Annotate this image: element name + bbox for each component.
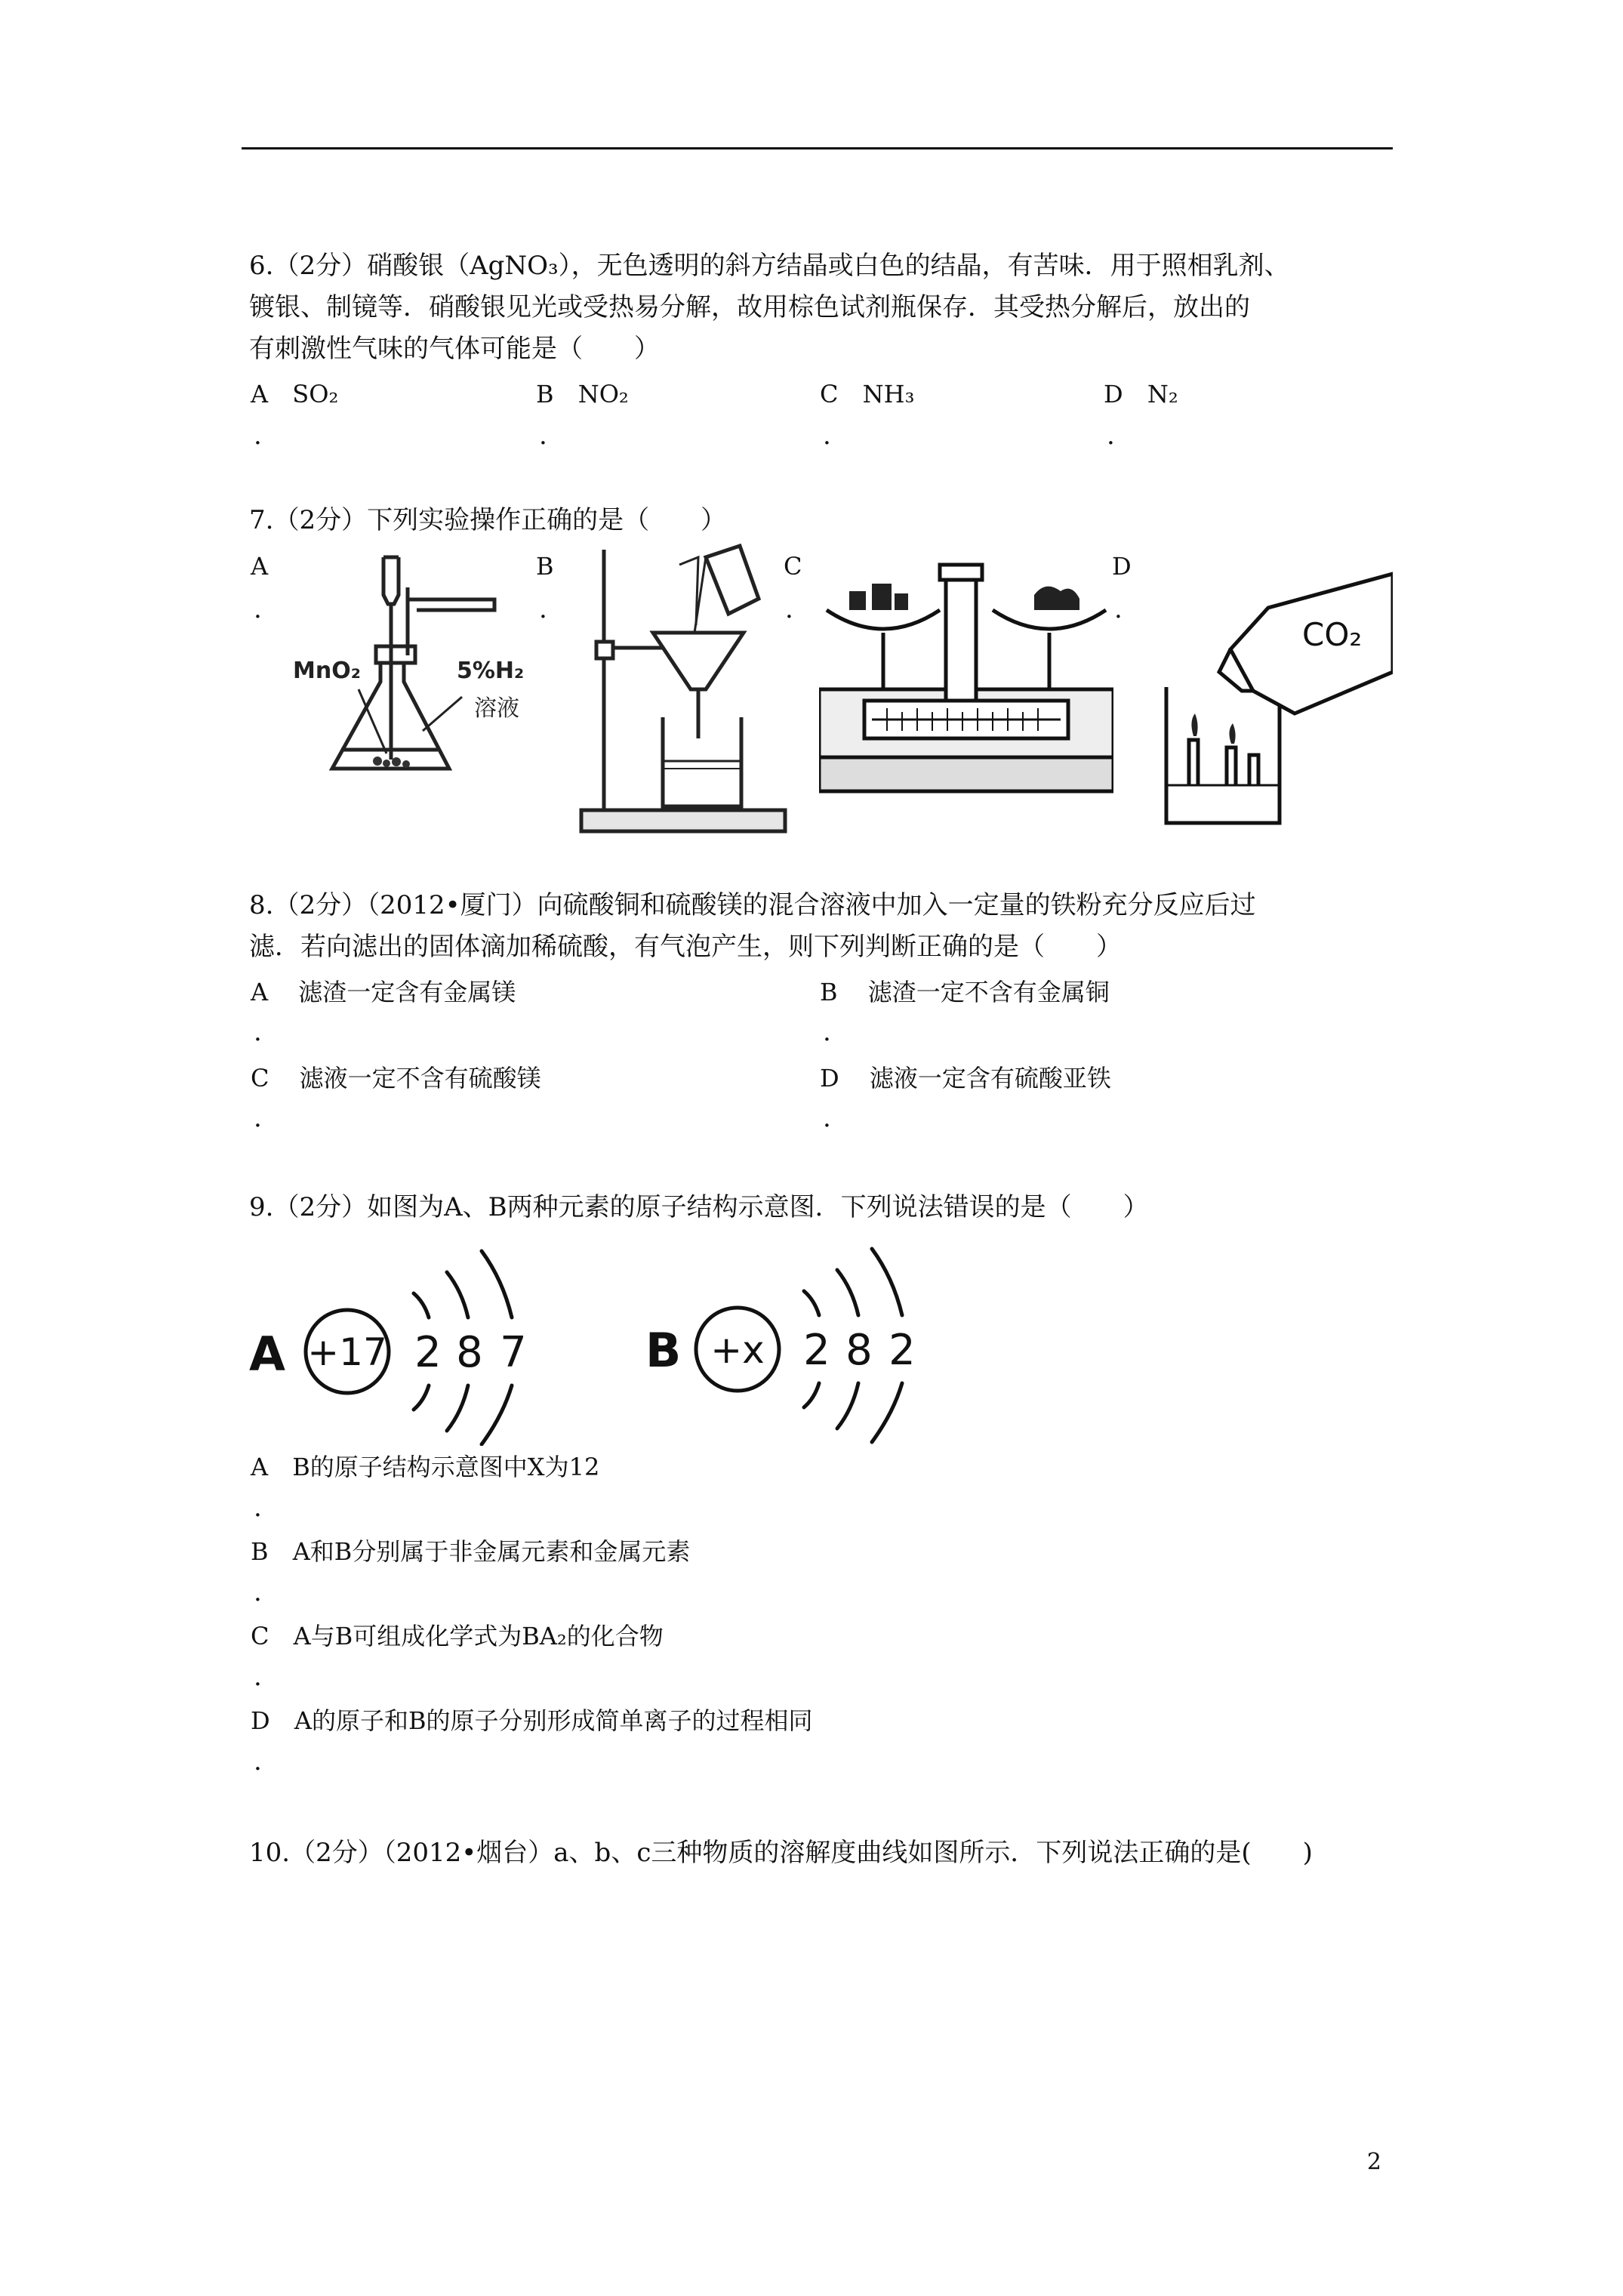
option-dot: .: [254, 421, 262, 451]
h2o2-label: 5%H₂: [457, 658, 525, 684]
option-dot: .: [254, 1493, 262, 1523]
atom-a-shell-1: 2: [414, 1328, 442, 1377]
q9-option-b[interactable]: [251, 1536, 690, 1567]
atom-a-label: A: [249, 1327, 285, 1382]
atom-b-nucleus: +x: [710, 1328, 765, 1372]
option-text: SO₂: [292, 380, 339, 408]
option-letter: A: [251, 380, 269, 408]
atom-b-shell-3: 2: [888, 1326, 916, 1375]
option-letter: B: [251, 1537, 269, 1566]
option-dot: .: [539, 421, 547, 451]
q6-option-b[interactable]: [536, 379, 629, 409]
q6-option-d[interactable]: [1104, 379, 1178, 409]
option-dot: .: [254, 1577, 262, 1607]
q6-option-c[interactable]: [820, 379, 914, 409]
q6-line-1: 6.（2分）硝酸银（AgNO₃），无色透明的斜方结晶或白色的结晶，有苦味．用于照相乳剂、: [249, 251, 1290, 281]
q7-option-c-letter[interactable]: C: [784, 552, 802, 581]
q8-option-c[interactable]: [251, 1063, 541, 1093]
q8-option-b[interactable]: [820, 977, 1110, 1007]
q7-option-a-letter[interactable]: A: [251, 552, 269, 581]
q8-line-2: 滤．若向滤出的固体滴加稀硫酸，有气泡产生，则下列判断正确的是（ ）: [249, 932, 1122, 962]
option-dot: .: [823, 1103, 831, 1133]
option-text: A的原子和B的原子分别形成简单离子的过程相同: [294, 1706, 813, 1735]
q7-option-b-letter[interactable]: B: [536, 552, 554, 581]
option-text: 滤渣一定不含有金属铜: [867, 978, 1110, 1006]
option-letter: C: [820, 380, 839, 408]
q10-line-1: 10.（2分）（2012•烟台）a、b、c三种物质的溶解度曲线如图所示．下列说法正确的是( ): [249, 1838, 1313, 1868]
q8-line-1: 8.（2分）（2012•厦门）向硫酸铜和硫酸镁的混合溶液中加入一定量的铁粉充分反应后过: [249, 890, 1256, 920]
atom-a-nucleus: +17: [307, 1330, 387, 1374]
option-text: NO₂: [577, 380, 629, 408]
option-letter: B: [536, 380, 554, 408]
header-rule: [242, 147, 1393, 149]
atom-a-shell-2: 8: [456, 1328, 483, 1377]
q9-option-c[interactable]: [251, 1621, 664, 1651]
atom-b-label: B: [645, 1323, 682, 1378]
q7-option-d-letter[interactable]: D: [1112, 552, 1132, 581]
option-dot: .: [254, 1662, 262, 1692]
q9-line-1: 9.（2分）如图为A、B两种元素的原子结构示意图．下列说法错误的是（ ）: [249, 1192, 1149, 1222]
option-letter: D: [251, 1706, 270, 1735]
option-letter: D: [820, 1064, 839, 1093]
balance-scale-figure[interactable]: [819, 550, 1113, 799]
option-dot: .: [1107, 421, 1115, 451]
co2-pouring-figure[interactable]: [1144, 559, 1393, 831]
mno2-label: MnO₂: [293, 658, 361, 684]
q6-option-a[interactable]: [251, 379, 338, 409]
option-letter: A: [251, 1453, 269, 1481]
option-dot: .: [539, 594, 547, 624]
option-dot: .: [254, 1746, 262, 1777]
option-letter: C: [251, 1622, 269, 1650]
option-letter: B: [820, 978, 838, 1006]
option-dot: .: [254, 594, 262, 624]
option-dot: .: [823, 1017, 831, 1047]
option-text: A和B分别属于非金属元素和金属元素: [292, 1537, 691, 1566]
option-text: N₂: [1147, 380, 1178, 408]
q9-option-d[interactable]: [251, 1706, 812, 1736]
option-text: 滤液一定含有硫酸亚铁: [869, 1064, 1111, 1093]
option-text: 滤液一定不含有硫酸镁: [299, 1064, 541, 1093]
co2-label: CO₂: [1302, 616, 1363, 653]
option-text: B的原子结构示意图中X为12: [292, 1453, 600, 1481]
option-dot: .: [785, 594, 793, 624]
option-dot: .: [254, 1017, 262, 1047]
atomic-structure-figure: [249, 1242, 951, 1446]
filtration-figure[interactable]: [574, 542, 800, 844]
option-letter: D: [1104, 380, 1123, 408]
option-dot: .: [1114, 594, 1123, 624]
page-number: 2: [1366, 2149, 1381, 2175]
q8-option-d[interactable]: [820, 1063, 1111, 1093]
option-text: A与B可组成化学式为BA₂的化合物: [293, 1622, 664, 1650]
q6-line-3: 有刺激性气味的气体可能是（ ）: [249, 334, 660, 364]
atom-b-shell-2: 8: [845, 1326, 873, 1375]
q8-option-a[interactable]: [251, 977, 516, 1007]
atom-b-shell-1: 2: [803, 1326, 830, 1375]
option-text: 滤渣一定含有金属镁: [298, 978, 516, 1006]
q6-line-2: 镀银、制镜等．硝酸银见光或受热易分解，故用棕色试剂瓶保存．其受热分解后，放出的: [249, 292, 1250, 322]
solution-label: 溶液: [474, 695, 519, 722]
q7-line-1: 7.（2分）下列实验操作正确的是（ ）: [249, 505, 727, 535]
option-text: NH₃: [862, 380, 915, 408]
option-letter: A: [251, 978, 269, 1006]
q9-option-a[interactable]: [251, 1452, 599, 1482]
option-dot: .: [823, 421, 831, 451]
option-dot: .: [254, 1103, 262, 1133]
atom-a-shell-3: 7: [500, 1328, 527, 1377]
option-letter: C: [251, 1064, 269, 1093]
flask-apparatus-figure[interactable]: [287, 550, 536, 784]
